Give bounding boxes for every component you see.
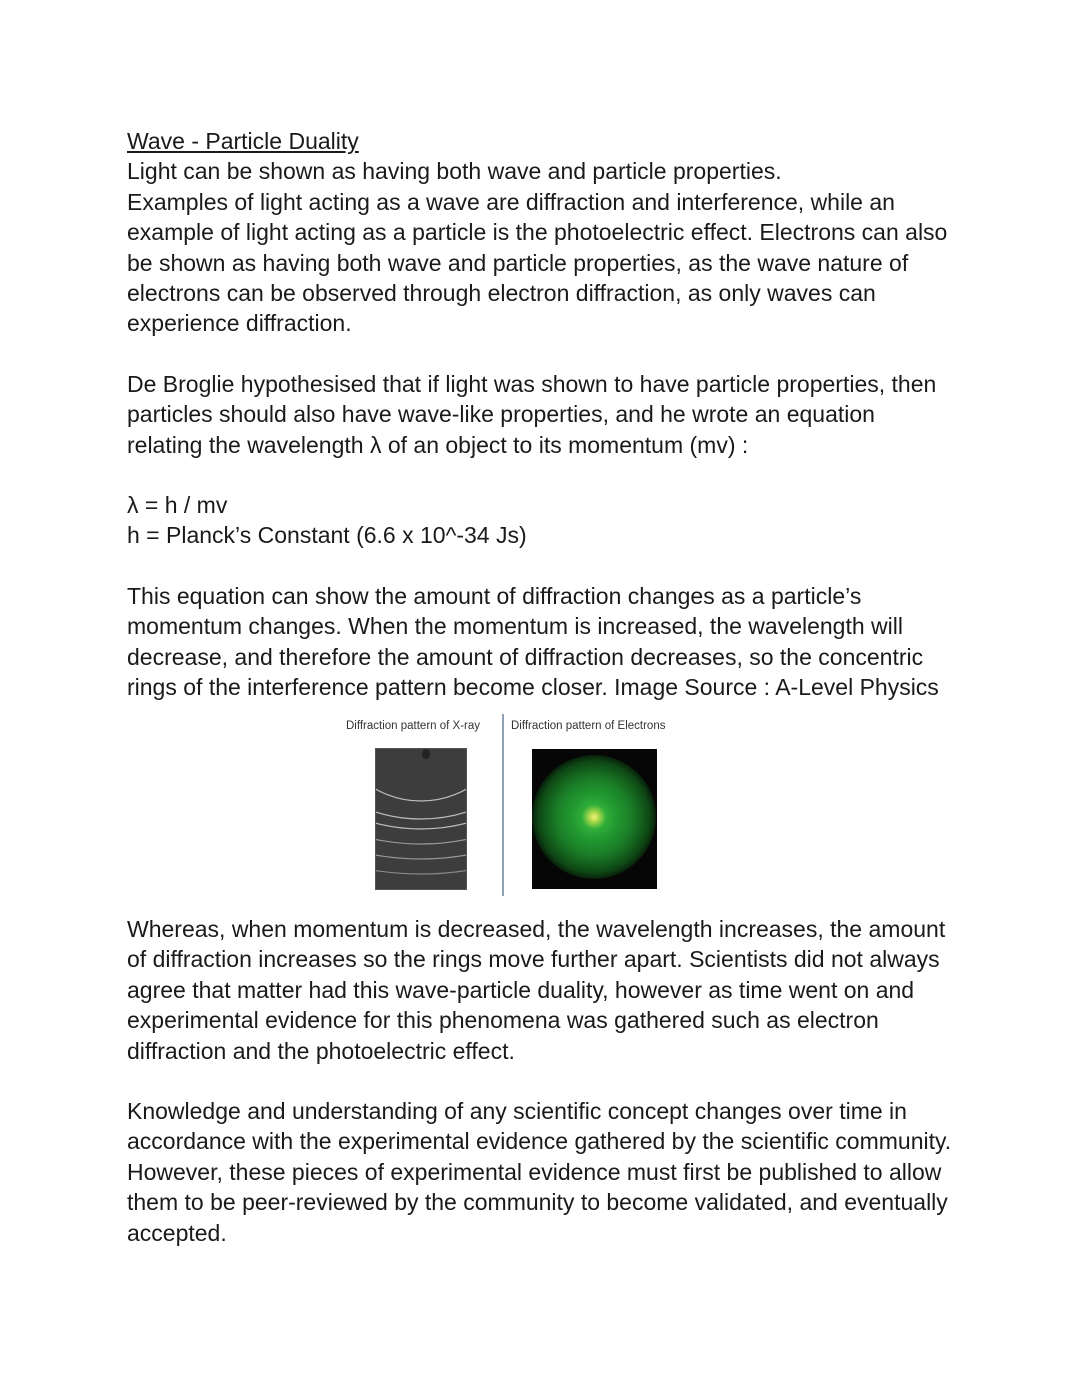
planck-constant: h = Planck’s Constant (6.6 x 10^-34 Js) — [127, 522, 527, 549]
knowledge-paragraph — [127, 1096, 967, 1248]
momentum-paragraph — [127, 581, 967, 703]
text-line: Light can be shown as having both wave and particle properties. — [127, 158, 782, 185]
page-title: Wave - Particle Duality — [127, 128, 359, 154]
text-line: accordance with the experimental evidence gathered by the scientific community. — [127, 1128, 952, 1155]
text-line: relating the wavelength λ of an object to its momentum (mv) : — [127, 431, 749, 458]
text-line: Knowledge and understanding of any scientific concept changes over time in — [127, 1098, 907, 1124]
text-line: Whereas, when momentum is decreased, the wavelength increases, the amount — [127, 916, 946, 942]
text-line: of diffraction increases so the rings move further apart. Scientists did not always — [127, 946, 940, 973]
text-line: them to be peer-reviewed by the community to become validated, and eventually — [127, 1189, 948, 1216]
electron-caption: Diffraction pattern of Electrons — [511, 720, 666, 732]
decreased-momentum-paragraph — [127, 914, 967, 1066]
text-line: experimental evidence for this phenomena was gathered such as electron — [127, 1007, 879, 1034]
text-line: diffraction and the photoelectric effect. — [127, 1037, 515, 1064]
text-line: accepted. — [127, 1219, 227, 1246]
text-line: momentum changes. When the momentum is increased, the wavelength will — [127, 613, 903, 640]
text-line: electrons can be observed through electron diffraction, as only waves can — [127, 280, 876, 307]
equation-block — [127, 490, 967, 551]
electron-diffraction-image — [532, 749, 657, 889]
text-line: example of light acting as a particle is the photoelectric effect. Electrons can also — [127, 219, 948, 246]
de-broglie-paragraph — [127, 369, 967, 460]
text-line: experience diffraction. — [127, 310, 352, 337]
text-line: This equation can show the amount of diffraction changes as a particle’s — [127, 583, 862, 609]
text-line: agree that matter had this wave-particle duality, however as time went on and — [127, 976, 915, 1003]
figure-divider — [502, 714, 504, 896]
diffraction-figure — [340, 714, 690, 898]
text-line: Examples of light acting as a wave are diffraction and interference, while an — [127, 188, 895, 215]
text-line: particles should also have wave-like properties, and he wrote an equation — [127, 401, 875, 428]
text-line: be shown as having both wave and particle properties, as the wave nature of — [127, 249, 909, 276]
equation: λ = h / mv — [127, 492, 228, 518]
text-line: decrease, and therefore the amount of diffraction decreases, so the concentric — [127, 643, 924, 670]
xray-diffraction-image — [375, 748, 467, 890]
text-line: De Broglie hypothesised that if light was shown to have particle properties, then — [127, 371, 937, 397]
text-line: However, these pieces of experimental evidence must first be published to allow — [127, 1158, 942, 1185]
xray-caption: Diffraction pattern of X-ray — [346, 720, 481, 732]
intro-section — [127, 126, 967, 339]
text-line: rings of the interference pattern become closer. Image Source : A-Level Physics — [127, 674, 939, 701]
